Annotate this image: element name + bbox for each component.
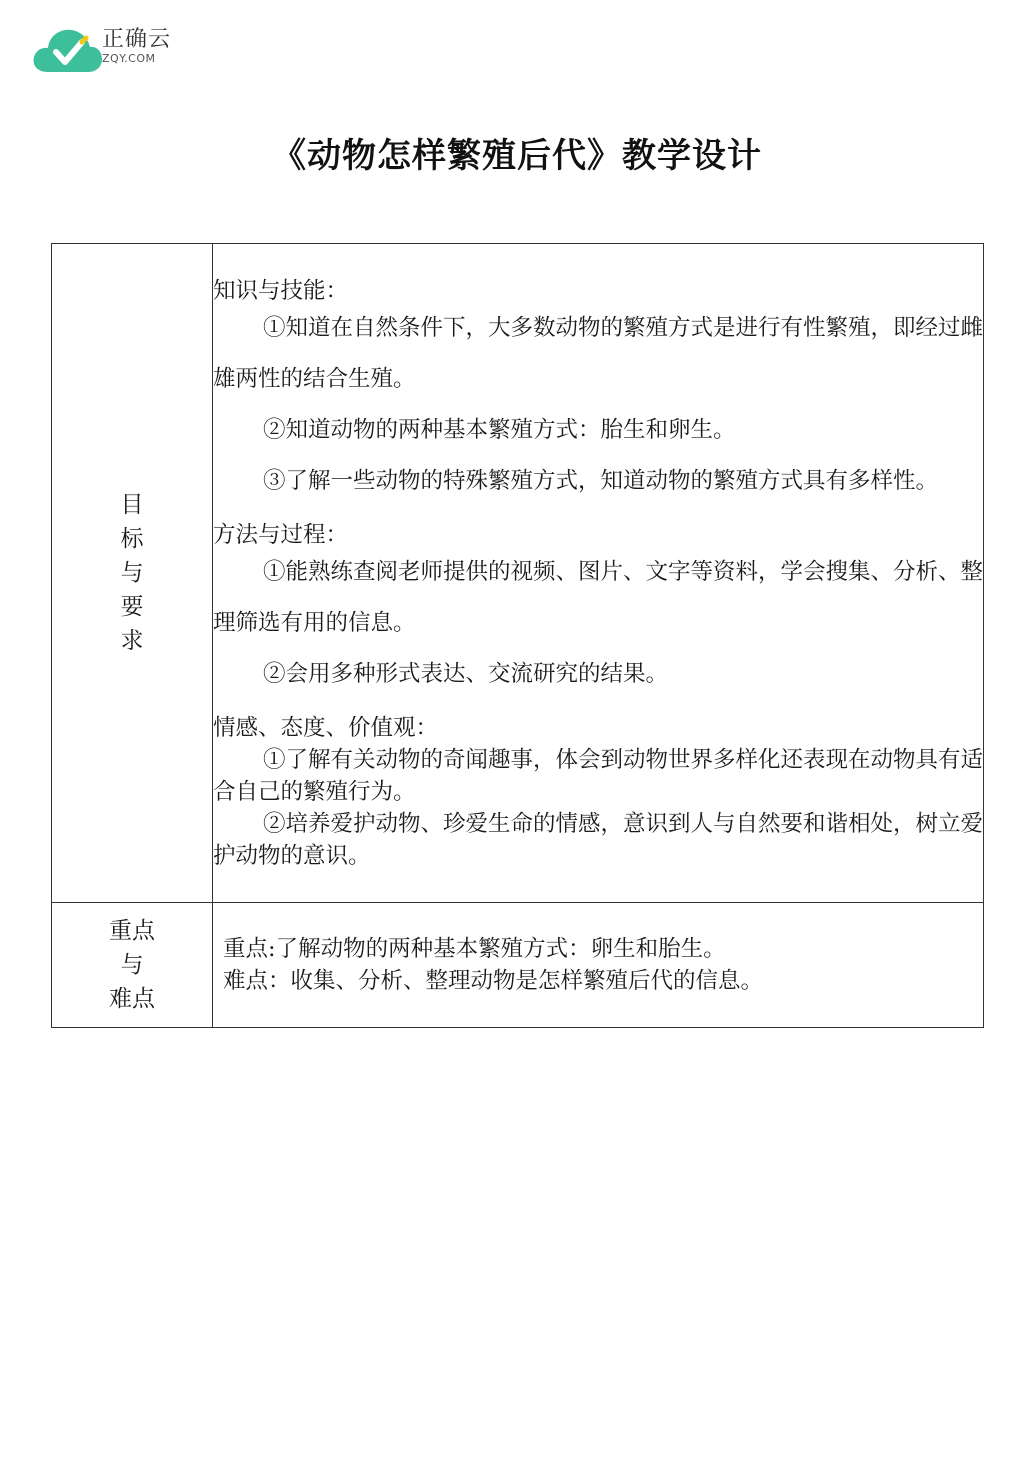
section-heading-knowledge: 知识与技能： bbox=[213, 277, 349, 304]
goals-label: 目 标 与 要 求 bbox=[52, 244, 213, 903]
section-heading-method: 方法与过程： bbox=[213, 521, 349, 548]
keys-row bbox=[52, 903, 984, 1028]
knowledge-item-2: ②知道动物的两种基本繁殖方式：胎生和卵生。 bbox=[263, 416, 736, 443]
logo-name: 正确云 bbox=[102, 27, 172, 52]
lesson-plan-table bbox=[51, 243, 984, 1028]
knowledge-item-1: ①知道在自然条件下，大多数动物的繁殖方式是进行有性繁殖，即经过雌雄两性的结合生殖。 bbox=[213, 314, 984, 392]
knowledge-item-3: ③了解一些动物的特殊繁殖方式，知道动物的繁殖方式具有多样性。 bbox=[263, 467, 939, 494]
key-point-line: 重点:了解动物的两种基本繁殖方式：卵生和胎生。 bbox=[223, 936, 726, 962]
goals-row bbox=[52, 244, 984, 903]
keys-label: 重点 与 难点 bbox=[52, 903, 213, 1028]
document-title: 《动物怎样繁殖后代》教学设计 bbox=[272, 136, 762, 176]
attitude-item-2: ②培养爱护动物、珍爱生命的情感，意识到人与自然要和谐相处，树立爱护动物的意识。 bbox=[213, 810, 984, 869]
section-heading-attitude: 情感、态度、价值观： bbox=[213, 714, 439, 741]
keys-content bbox=[213, 903, 984, 1028]
attitude-item-1: ①了解有关动物的奇闻趣事，体会到动物世界多样化还表现在动物具有适合自己的繁殖行为。 bbox=[213, 746, 984, 805]
method-item-2: ②会用多种形式表达、交流研究的结果。 bbox=[263, 660, 669, 687]
method-item-1: ①能熟练查阅老师提供的视频、图片、文字等资料，学会搜集、分析、整理筛选有用的信息。 bbox=[213, 558, 984, 636]
difficult-point-line: 难点：收集、分析、整理动物是怎样繁殖后代的信息。 bbox=[223, 968, 764, 994]
logo-domain: ZQY.COM bbox=[102, 52, 156, 65]
goals-content bbox=[213, 244, 984, 903]
